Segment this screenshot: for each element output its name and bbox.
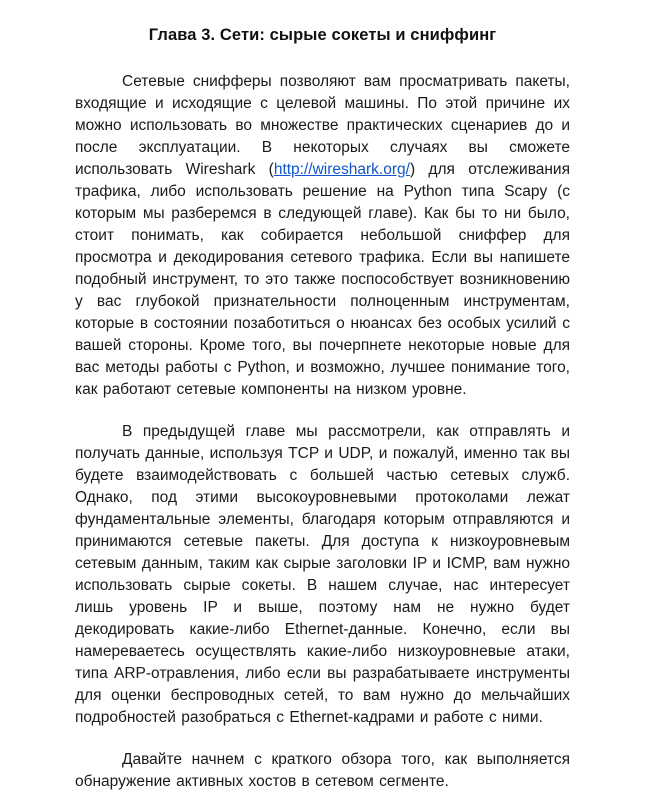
paragraph-3: Давайте начнем с краткого обзора того, как выполняется обнаружение активных хостов в сетевом сегменте. <box>75 751 570 790</box>
paragraph-1-text-after-link: ) для отслеживания трафика, либо использовать решение на Python типа Scapy (с которым мы разберемся в следующей главе). Как бы то ни было, стоит понимать, как собирается небольшой сниффер для просмотра и декодирования сетевого трафика. Если вы напишете подобный инструмент, то это также поспособствует возникновению у вас глубокой признательности полноценным инструментам, которые в состоянии позаботиться о нюансах без особых усилий с вашей стороны. Кроме того, вы почерпнете некоторые новые для вас методы работы с Python, и возможно, лучшее понимание того, как работают сетевые компоненты на низком уровне. <box>75 161 570 398</box>
wireshark-link[interactable]: http://wireshark.org/ <box>273 161 410 178</box>
paragraph-1 <box>75 71 570 401</box>
paragraph-1-text-before-link: Сетевые снифферы позволяют вам просматривать пакеты, входящие и исходящие с целевой машины. По этой причине их можно использовать во множестве практических сценариев до и после эксплуатации. В некоторых случаях вы сможете использовать Wireshark ( <box>75 73 570 178</box>
chapter-title: Глава 3. Сети: сырые сокеты и сниффинг <box>148 26 497 44</box>
paragraph-2: В предыдущей главе мы рассмотрели, как отправлять и получать данные, используя TCP и UDP, и пожалуй, именно так вы будете взаимодействовать с большей частью сетевых служб. Однако, под этими высокоуровневыми протоколами лежат фундаментальные элементы, благодаря которым отправляются и принимаются сетевые пакеты. Для доступа к низкоуровневым сетевым данным, таким как сырые заголовки IP и ICMP, вам нужно использовать сырые сокеты. В нашем случае, нас интересует лишь уровень IP и выше, поэтому нам не нужно будет декодировать какие-либо Ethernet-данные. Конечно, если вы намереваетесь осуществлять какие-либо низкоуровневые атаки, типа ARP-отравления, либо если вы разрабатываете инструменты для оценки беспроводных сетей, то вам нужно до мельчайших подробностей разобраться с Ethernet-кадрами и работе с ними. <box>75 423 570 726</box>
